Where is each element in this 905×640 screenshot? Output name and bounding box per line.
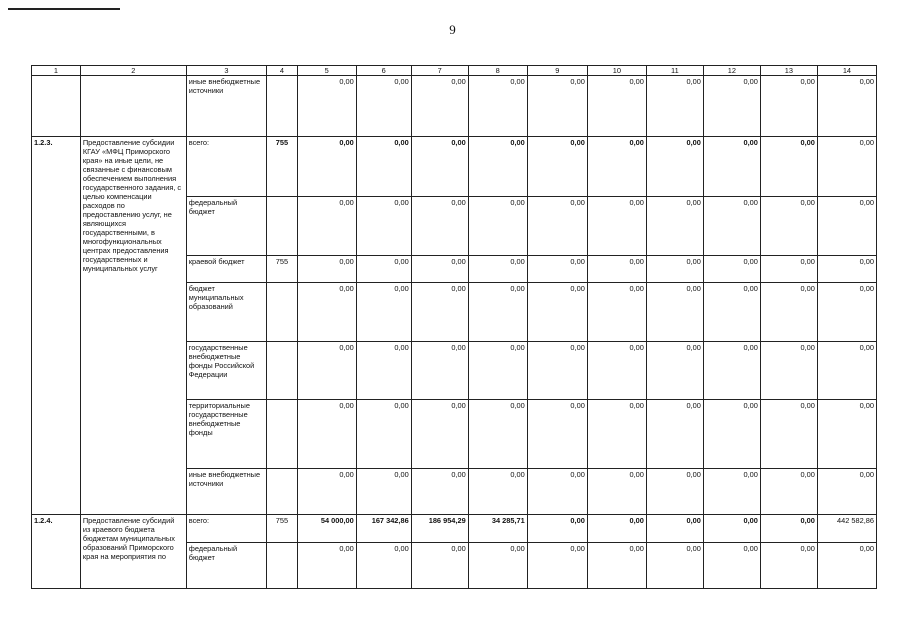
- value-cell: 0,00: [411, 342, 468, 400]
- value-cell: 0,00: [587, 400, 646, 469]
- value-cell: 0,00: [817, 342, 876, 400]
- value-cell: 0,00: [646, 469, 703, 515]
- value-cell: 0,00: [646, 197, 703, 256]
- value-cell: 0,00: [646, 76, 703, 137]
- budget-code: [267, 342, 298, 400]
- top-rule: [8, 8, 120, 10]
- value-cell: 0,00: [587, 515, 646, 543]
- value-cell: 0,00: [527, 283, 587, 342]
- value-cell: 186 954,29: [411, 515, 468, 543]
- value-cell: 0,00: [527, 342, 587, 400]
- value-cell: 0,00: [527, 256, 587, 283]
- header-row: [32, 66, 877, 76]
- value-cell: 0,00: [356, 197, 411, 256]
- value-cell: 0,00: [297, 197, 356, 256]
- value-cell: 0,00: [468, 256, 527, 283]
- value-cell: 0,00: [356, 76, 411, 137]
- funding-source: иные внебюджетные источники: [186, 469, 266, 515]
- value-cell: 0,00: [703, 400, 760, 469]
- column-header: 8: [468, 66, 527, 76]
- value-cell: 0,00: [703, 283, 760, 342]
- value-cell: 0,00: [817, 543, 876, 589]
- value-cell: 0,00: [297, 543, 356, 589]
- page-number: 9: [449, 22, 456, 37]
- funding-source: государственные внебюджетные фонды Российской Федерации: [186, 342, 266, 400]
- value-cell: 0,00: [760, 137, 817, 197]
- value-cell: 0,00: [356, 283, 411, 342]
- funding-source: краевой бюджет: [186, 256, 266, 283]
- value-cell: 0,00: [468, 400, 527, 469]
- budget-code: [267, 76, 298, 137]
- column-header: 2: [80, 66, 186, 76]
- value-cell: 0,00: [356, 400, 411, 469]
- funding-source: федеральный бюджет: [186, 197, 266, 256]
- value-cell: 0,00: [411, 543, 468, 589]
- value-cell: 0,00: [646, 137, 703, 197]
- value-cell: 0,00: [356, 469, 411, 515]
- value-cell: 0,00: [703, 76, 760, 137]
- value-cell: 0,00: [587, 197, 646, 256]
- column-header: 6: [356, 66, 411, 76]
- value-cell: 0,00: [817, 283, 876, 342]
- budget-code: [267, 543, 298, 589]
- column-header: 7: [411, 66, 468, 76]
- value-cell: 0,00: [646, 256, 703, 283]
- value-cell: 0,00: [411, 76, 468, 137]
- value-cell: 0,00: [356, 543, 411, 589]
- value-cell: 0,00: [527, 515, 587, 543]
- value-cell: 0,00: [587, 256, 646, 283]
- value-cell: 0,00: [703, 515, 760, 543]
- value-cell: 0,00: [817, 197, 876, 256]
- value-cell: 0,00: [297, 76, 356, 137]
- value-cell: 0,00: [468, 283, 527, 342]
- value-cell: 0,00: [760, 342, 817, 400]
- column-header: 1: [32, 66, 81, 76]
- description-cell: [80, 76, 186, 137]
- value-cell: 0,00: [527, 197, 587, 256]
- column-header: 5: [297, 66, 356, 76]
- value-cell: 0,00: [587, 469, 646, 515]
- item-number-cell: [32, 76, 81, 137]
- column-header: 3: [186, 66, 266, 76]
- value-cell: 0,00: [411, 283, 468, 342]
- value-cell: 0,00: [356, 342, 411, 400]
- item-description: Предоставление субсидии КГАУ «МФЦ Приморского края» на иные цели, не связанные с финансовым обеспечением выполнения государственного задания, с целью компенсации расходов по предоставлению услуг, не являющихся государственными, в многофункциональных центрах предоставления государственных и муниципальных услуг: [80, 137, 186, 515]
- value-cell: 0,00: [587, 283, 646, 342]
- funding-source: всего:: [186, 515, 266, 543]
- budget-table: [31, 65, 877, 589]
- value-cell: 0,00: [411, 137, 468, 197]
- value-cell: 0,00: [817, 137, 876, 197]
- value-cell: 167 342,86: [356, 515, 411, 543]
- budget-code: 755: [267, 515, 298, 543]
- value-cell: 0,00: [703, 256, 760, 283]
- value-cell: 0,00: [356, 137, 411, 197]
- value-cell: 0,00: [297, 342, 356, 400]
- budget-code: [267, 469, 298, 515]
- value-cell: 0,00: [646, 400, 703, 469]
- value-cell: 0,00: [468, 197, 527, 256]
- funding-source: всего:: [186, 137, 266, 197]
- value-cell: 0,00: [587, 342, 646, 400]
- value-cell: 0,00: [587, 76, 646, 137]
- value-cell: 0,00: [817, 76, 876, 137]
- value-cell: 0,00: [760, 469, 817, 515]
- value-cell: 0,00: [703, 543, 760, 589]
- value-cell: 0,00: [817, 256, 876, 283]
- value-cell: 0,00: [297, 400, 356, 469]
- value-cell: 0,00: [411, 469, 468, 515]
- value-cell: 0,00: [646, 515, 703, 543]
- value-cell: 0,00: [703, 342, 760, 400]
- table-row: [32, 76, 877, 137]
- value-cell: 0,00: [297, 469, 356, 515]
- value-cell: 0,00: [703, 469, 760, 515]
- column-header: 4: [267, 66, 298, 76]
- value-cell: 0,00: [760, 283, 817, 342]
- value-cell: 0,00: [297, 283, 356, 342]
- funding-source: территориальные государственные внебюджетные фонды: [186, 400, 266, 469]
- column-header: 13: [760, 66, 817, 76]
- item-description: Предоставление субсидий из краевого бюджета бюджетам муниципальных образований Приморского края на мероприятия по: [80, 515, 186, 589]
- value-cell: 0,00: [468, 137, 527, 197]
- value-cell: 0,00: [411, 197, 468, 256]
- value-cell: 0,00: [760, 400, 817, 469]
- value-cell: 0,00: [297, 256, 356, 283]
- value-cell: 54 000,00: [297, 515, 356, 543]
- budget-code: [267, 283, 298, 342]
- value-cell: 0,00: [760, 543, 817, 589]
- value-cell: 0,00: [527, 76, 587, 137]
- value-cell: 34 285,71: [468, 515, 527, 543]
- budget-code: [267, 197, 298, 256]
- value-cell: 0,00: [646, 283, 703, 342]
- value-cell: 0,00: [468, 469, 527, 515]
- value-cell: 0,00: [527, 469, 587, 515]
- value-cell: 0,00: [468, 76, 527, 137]
- budget-code: 755: [267, 256, 298, 283]
- value-cell: 0,00: [411, 400, 468, 469]
- value-cell: 0,00: [527, 400, 587, 469]
- value-cell: 0,00: [527, 543, 587, 589]
- budget-code: 755: [267, 137, 298, 197]
- value-cell: 0,00: [760, 76, 817, 137]
- table-row: [32, 515, 877, 543]
- table-row: [32, 137, 877, 197]
- value-cell: 0,00: [468, 543, 527, 589]
- column-header: 11: [646, 66, 703, 76]
- value-cell: 0,00: [646, 342, 703, 400]
- value-cell: 0,00: [356, 256, 411, 283]
- value-cell: 0,00: [817, 469, 876, 515]
- value-cell: 0,00: [587, 543, 646, 589]
- value-cell: 0,00: [587, 137, 646, 197]
- column-header: 9: [527, 66, 587, 76]
- funding-source: бюджет муниципальных образований: [186, 283, 266, 342]
- funding-source: иные внебюджетные источники: [186, 76, 266, 137]
- budget-code: [267, 400, 298, 469]
- value-cell: 0,00: [468, 342, 527, 400]
- value-cell: 0,00: [703, 137, 760, 197]
- column-header: 10: [587, 66, 646, 76]
- value-cell: 0,00: [817, 400, 876, 469]
- value-cell: 0,00: [646, 543, 703, 589]
- item-number: 1.2.3.: [32, 137, 81, 515]
- value-cell: 0,00: [760, 197, 817, 256]
- value-cell: 0,00: [760, 515, 817, 543]
- value-cell: 0,00: [297, 137, 356, 197]
- column-header: 12: [703, 66, 760, 76]
- value-cell: 442 582,86: [817, 515, 876, 543]
- value-cell: 0,00: [527, 137, 587, 197]
- funding-source: федеральный бюджет: [186, 543, 266, 589]
- value-cell: 0,00: [411, 256, 468, 283]
- item-number: 1.2.4.: [32, 515, 81, 589]
- column-header: 14: [817, 66, 876, 76]
- value-cell: 0,00: [703, 197, 760, 256]
- value-cell: 0,00: [760, 256, 817, 283]
